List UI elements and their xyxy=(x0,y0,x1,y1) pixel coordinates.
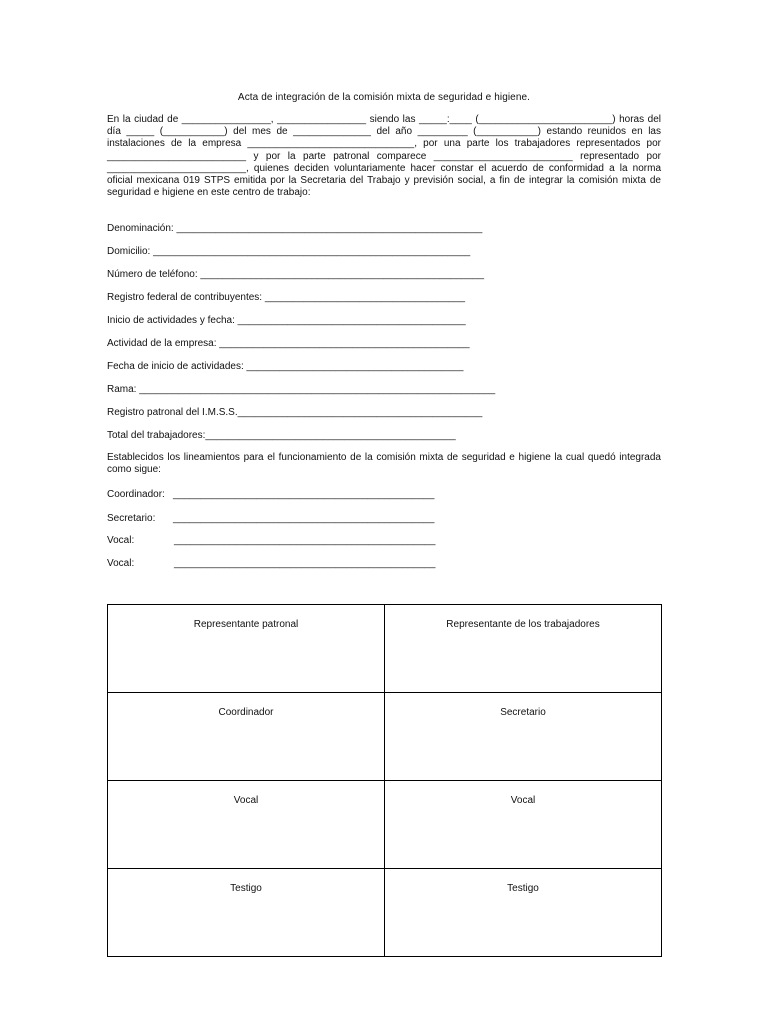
signature-cell[interactable]: Testigo xyxy=(108,869,385,957)
signature-table xyxy=(107,604,662,957)
table-row xyxy=(108,869,662,957)
intro-paragraph: En la ciudad de ________________, ________________ siendo las _____:____ (________________________) horas del día _____ (___________) del mes de ______________ del año _________ (___________) estando reunidos en las instalaciones de la empresa ______________________________, por una parte los trabajadores representados por _________________________ y por la parte patronal comparece _________________________ representado por _________________________, quienes deciden voluntariamente hacer constar el acuerdo de conformidad a la norma oficial mexicana 019 STPS emitida por la Secretaria del Trabajo y previsión social, a fin de integrar la comisión mixta de seguridad e higiene en este centro de trabajo: xyxy=(107,114,661,199)
field-inicio-actividades-fecha[interactable]: Inicio de actividades y fecha: _________________________________________ xyxy=(107,315,466,326)
role-label: Coordinador: xyxy=(107,489,165,500)
signature-cell[interactable]: Vocal xyxy=(108,781,385,869)
field-denominacion[interactable]: Denominación: _______________________________________________________ xyxy=(107,223,483,234)
role-coordinador xyxy=(107,489,435,500)
field-fecha-inicio-actividades[interactable]: Fecha de inicio de actividades: _______________________________________ xyxy=(107,361,464,372)
field-domicilio[interactable]: Domicilio: _________________________________________________________ xyxy=(107,246,471,257)
role-signature-line[interactable]: _______________________________________________ xyxy=(174,535,436,546)
signature-cell[interactable]: Vocal xyxy=(385,781,662,869)
table-row xyxy=(108,605,662,693)
field-actividad-empresa[interactable]: Actividad de la empresa: _____________________________________________ xyxy=(107,338,470,349)
table-row xyxy=(108,781,662,869)
signature-cell[interactable]: Coordinador xyxy=(108,693,385,781)
role-signature-line[interactable]: _______________________________________________ xyxy=(173,513,435,524)
role-label: Vocal: xyxy=(107,558,135,569)
role-secretario xyxy=(107,513,435,524)
field-total-trabajadores[interactable]: Total del trabajadores:_____________________________________________ xyxy=(107,430,456,441)
role-label: Vocal: xyxy=(107,535,135,546)
role-signature-line[interactable]: _______________________________________________ xyxy=(173,489,435,500)
role-label: Secretario: xyxy=(107,513,156,524)
field-registro-patronal-imss[interactable]: Registro patronal del I.M.S.S.____________________________________________ xyxy=(107,407,483,418)
table-row xyxy=(108,693,662,781)
lineamientos-paragraph: Establecidos los lineamientos para el funcionamiento de la comisión mixta de seguridad e higiene la cual quedó integrada como sigue: xyxy=(107,452,661,476)
field-telefono[interactable]: Número de teléfono: ___________________________________________________ xyxy=(107,269,485,280)
field-rfc[interactable]: Registro federal de contribuyentes: ____________________________________ xyxy=(107,292,466,303)
field-rama[interactable]: Rama: ________________________________________________________________ xyxy=(107,384,496,395)
signature-cell[interactable]: Representante patronal xyxy=(108,605,385,693)
role-signature-line[interactable]: _______________________________________________ xyxy=(174,558,436,569)
role-vocal-1 xyxy=(107,535,436,546)
signature-cell[interactable]: Representante de los trabajadores xyxy=(385,605,662,693)
document-title: Acta de integración de la comisión mixta de seguridad e higiene. xyxy=(237,92,531,103)
signature-cell[interactable]: Testigo xyxy=(385,869,662,957)
signature-cell[interactable]: Secretario xyxy=(385,693,662,781)
role-vocal-2 xyxy=(107,558,436,569)
